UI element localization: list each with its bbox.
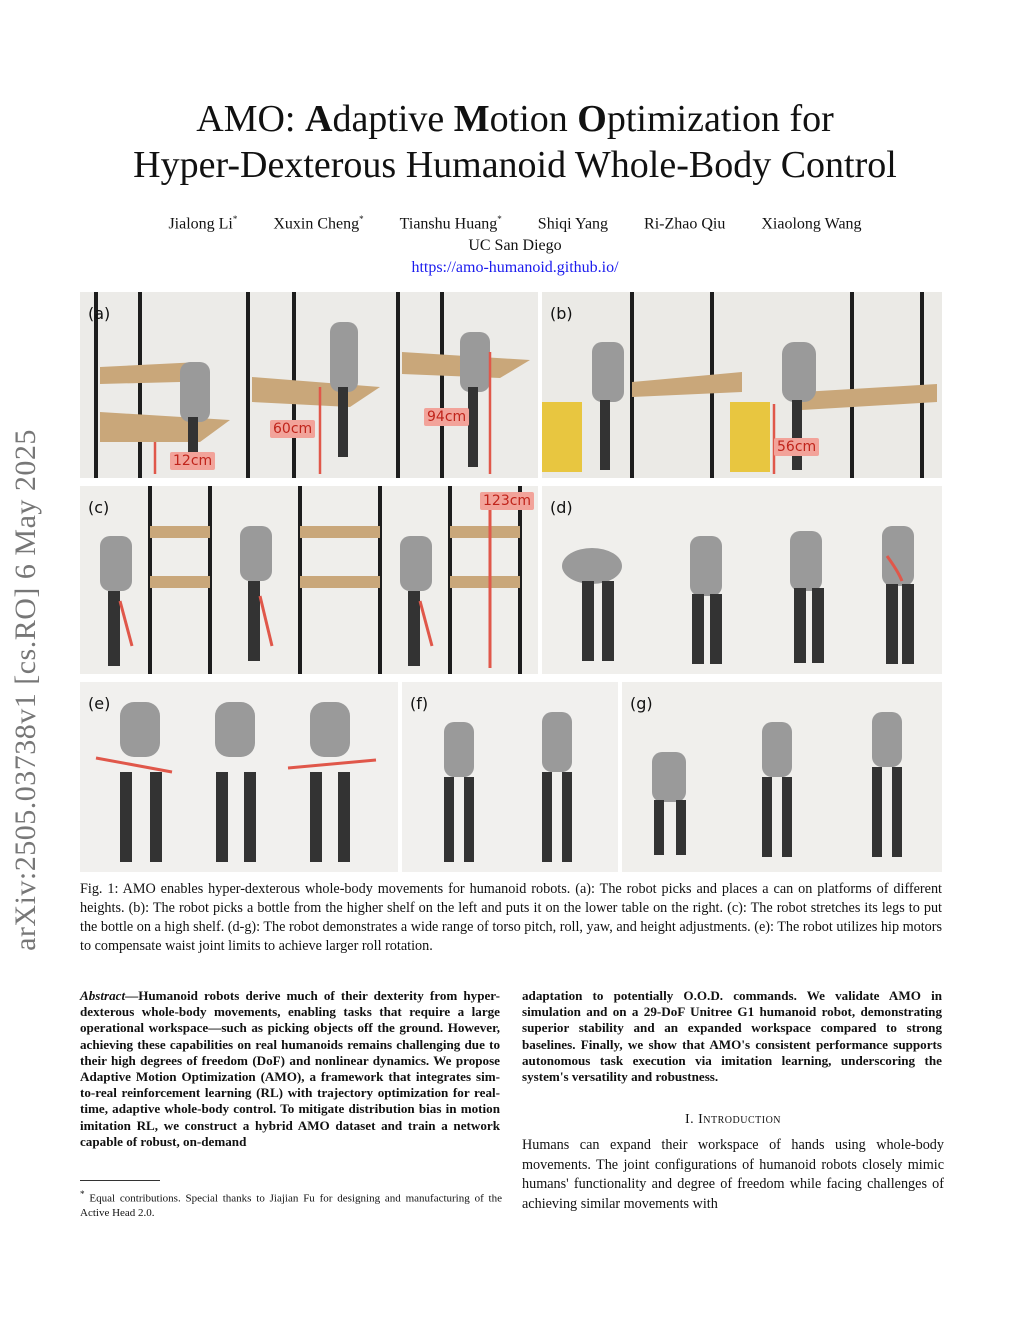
figure-panel-e [80, 682, 398, 872]
footnote-rule [80, 1180, 160, 1181]
panel-label-g: (g) [630, 694, 653, 713]
panel-f-illustration [402, 682, 618, 872]
panel-label-b: (b) [550, 304, 573, 323]
title-line-1: AMO: Adaptive Motion Optimization for [196, 98, 834, 140]
author: Tianshu Huang* [399, 214, 502, 233]
panel-label-e: (e) [88, 694, 111, 713]
panel-label-f: (f) [410, 694, 429, 713]
author: Shiqi Yang [537, 215, 609, 233]
figure-panel-b [542, 292, 942, 478]
title-line-2: Hyper-Dexterous Humanoid Whole-Body Control [133, 144, 897, 186]
footnote: * Equal contributions. Special thanks to Jiajian Fu for designing and manufacturing of the Active Head 2.0. [80, 1189, 502, 1219]
panel-c-illustration [80, 486, 538, 674]
figure-caption: Fig. 1: AMO enables hyper-dexterous whole-body movements for humanoid robots. (a): The robot picks and places a can on platforms of different heights. (b): The robot picks a bottle from the higher shelf on the left and puts it on the lower table on the right. (c): The robot stretches its legs to put the bottle on a high shelf. (d-g): The robot demonstrates a wide range of torso pitch, roll, yaw, and height adjustments. (e): The robot utilizes hip motors to compensate waist joint limits to achieve larger roll rotation. [80, 881, 942, 954]
author: Ri-Zhao Qiu [644, 215, 726, 233]
panel-g-illustration [622, 682, 942, 872]
panel-a-illustration [80, 292, 538, 478]
measurement-a1: 12cm [170, 452, 215, 470]
measurement-b1: 56cm [774, 438, 819, 456]
panel-d-illustration [542, 486, 942, 674]
panel-b-illustration [542, 292, 942, 478]
affiliation: UC San Diego [468, 237, 562, 254]
arxiv-side-stamp [6, 380, 46, 1000]
figure-panel-f [402, 682, 618, 872]
author-list [60, 214, 970, 233]
paper-title [60, 96, 970, 188]
abstract-left-column [80, 988, 500, 1150]
introduction-text: Humans can expand their workspace of hands using whole-body movements. The joint configurations of humanoid robots closely mimic humans' functionality and degree of freedom while facing challenges of achieving similar movements with [522, 1137, 944, 1212]
figure-panel-d [542, 486, 942, 674]
measurement-a2: 60cm [270, 420, 315, 438]
panel-label-c: (c) [88, 498, 110, 517]
panel-label-d: (d) [550, 498, 573, 517]
project-url-link[interactable]: https://amo-humanoid.github.io/ [411, 259, 619, 276]
abstract-right-column: adaptation to potentially O.O.D. commands. We validate AMO in simulation and on a 29-DoF Unitree G1 humanoid robot, demonstrating superior stability and an expanded workspace compared to strong baselines. Finally, we show that AMO's consistent performance supports autonomous task execution via imitation learning, underscoring the system's versatility and robustness. [522, 988, 942, 1085]
abstract-text: —Humanoid robots derive much of their dexterity from hyper-dexterous whole-body movements, enabling tasks that require a large operational workspace—such as picking objects off the ground. However, achieving these capabilities on real humanoids remains challenging due to their high degrees of freedom (DoF) and nonlinear dynamics. We propose Adaptive Motion Optimization (AMO), a framework that integrates sim-to-real reinforcement learning (RL) with trajectory optimization for real-time, adaptive whole-body control. To mitigate distribution bias in motion imitation RL, we construct a hybrid AMO dataset and train a network capable of robust, on-demand [80, 988, 500, 1149]
arxiv-id-text: arXiv:2505.03738v1 [cs.RO] 6 May 2025 [9, 429, 42, 951]
abstract-label: Abstract [80, 988, 126, 1003]
measurement-c1: 123cm [480, 492, 534, 510]
author: Xuxin Cheng* [273, 214, 364, 233]
author: Xiaolong Wang [761, 215, 862, 233]
panel-e-illustration [80, 682, 398, 872]
figure-panel-a [80, 292, 538, 478]
author: Jialong Li* [168, 214, 238, 233]
section-heading: I. Introduction [684, 1112, 782, 1127]
measurement-a3: 94cm [424, 408, 469, 426]
panel-label-a: (a) [88, 304, 111, 323]
figure-panel-g [622, 682, 942, 872]
figure-panel-c [80, 486, 538, 674]
